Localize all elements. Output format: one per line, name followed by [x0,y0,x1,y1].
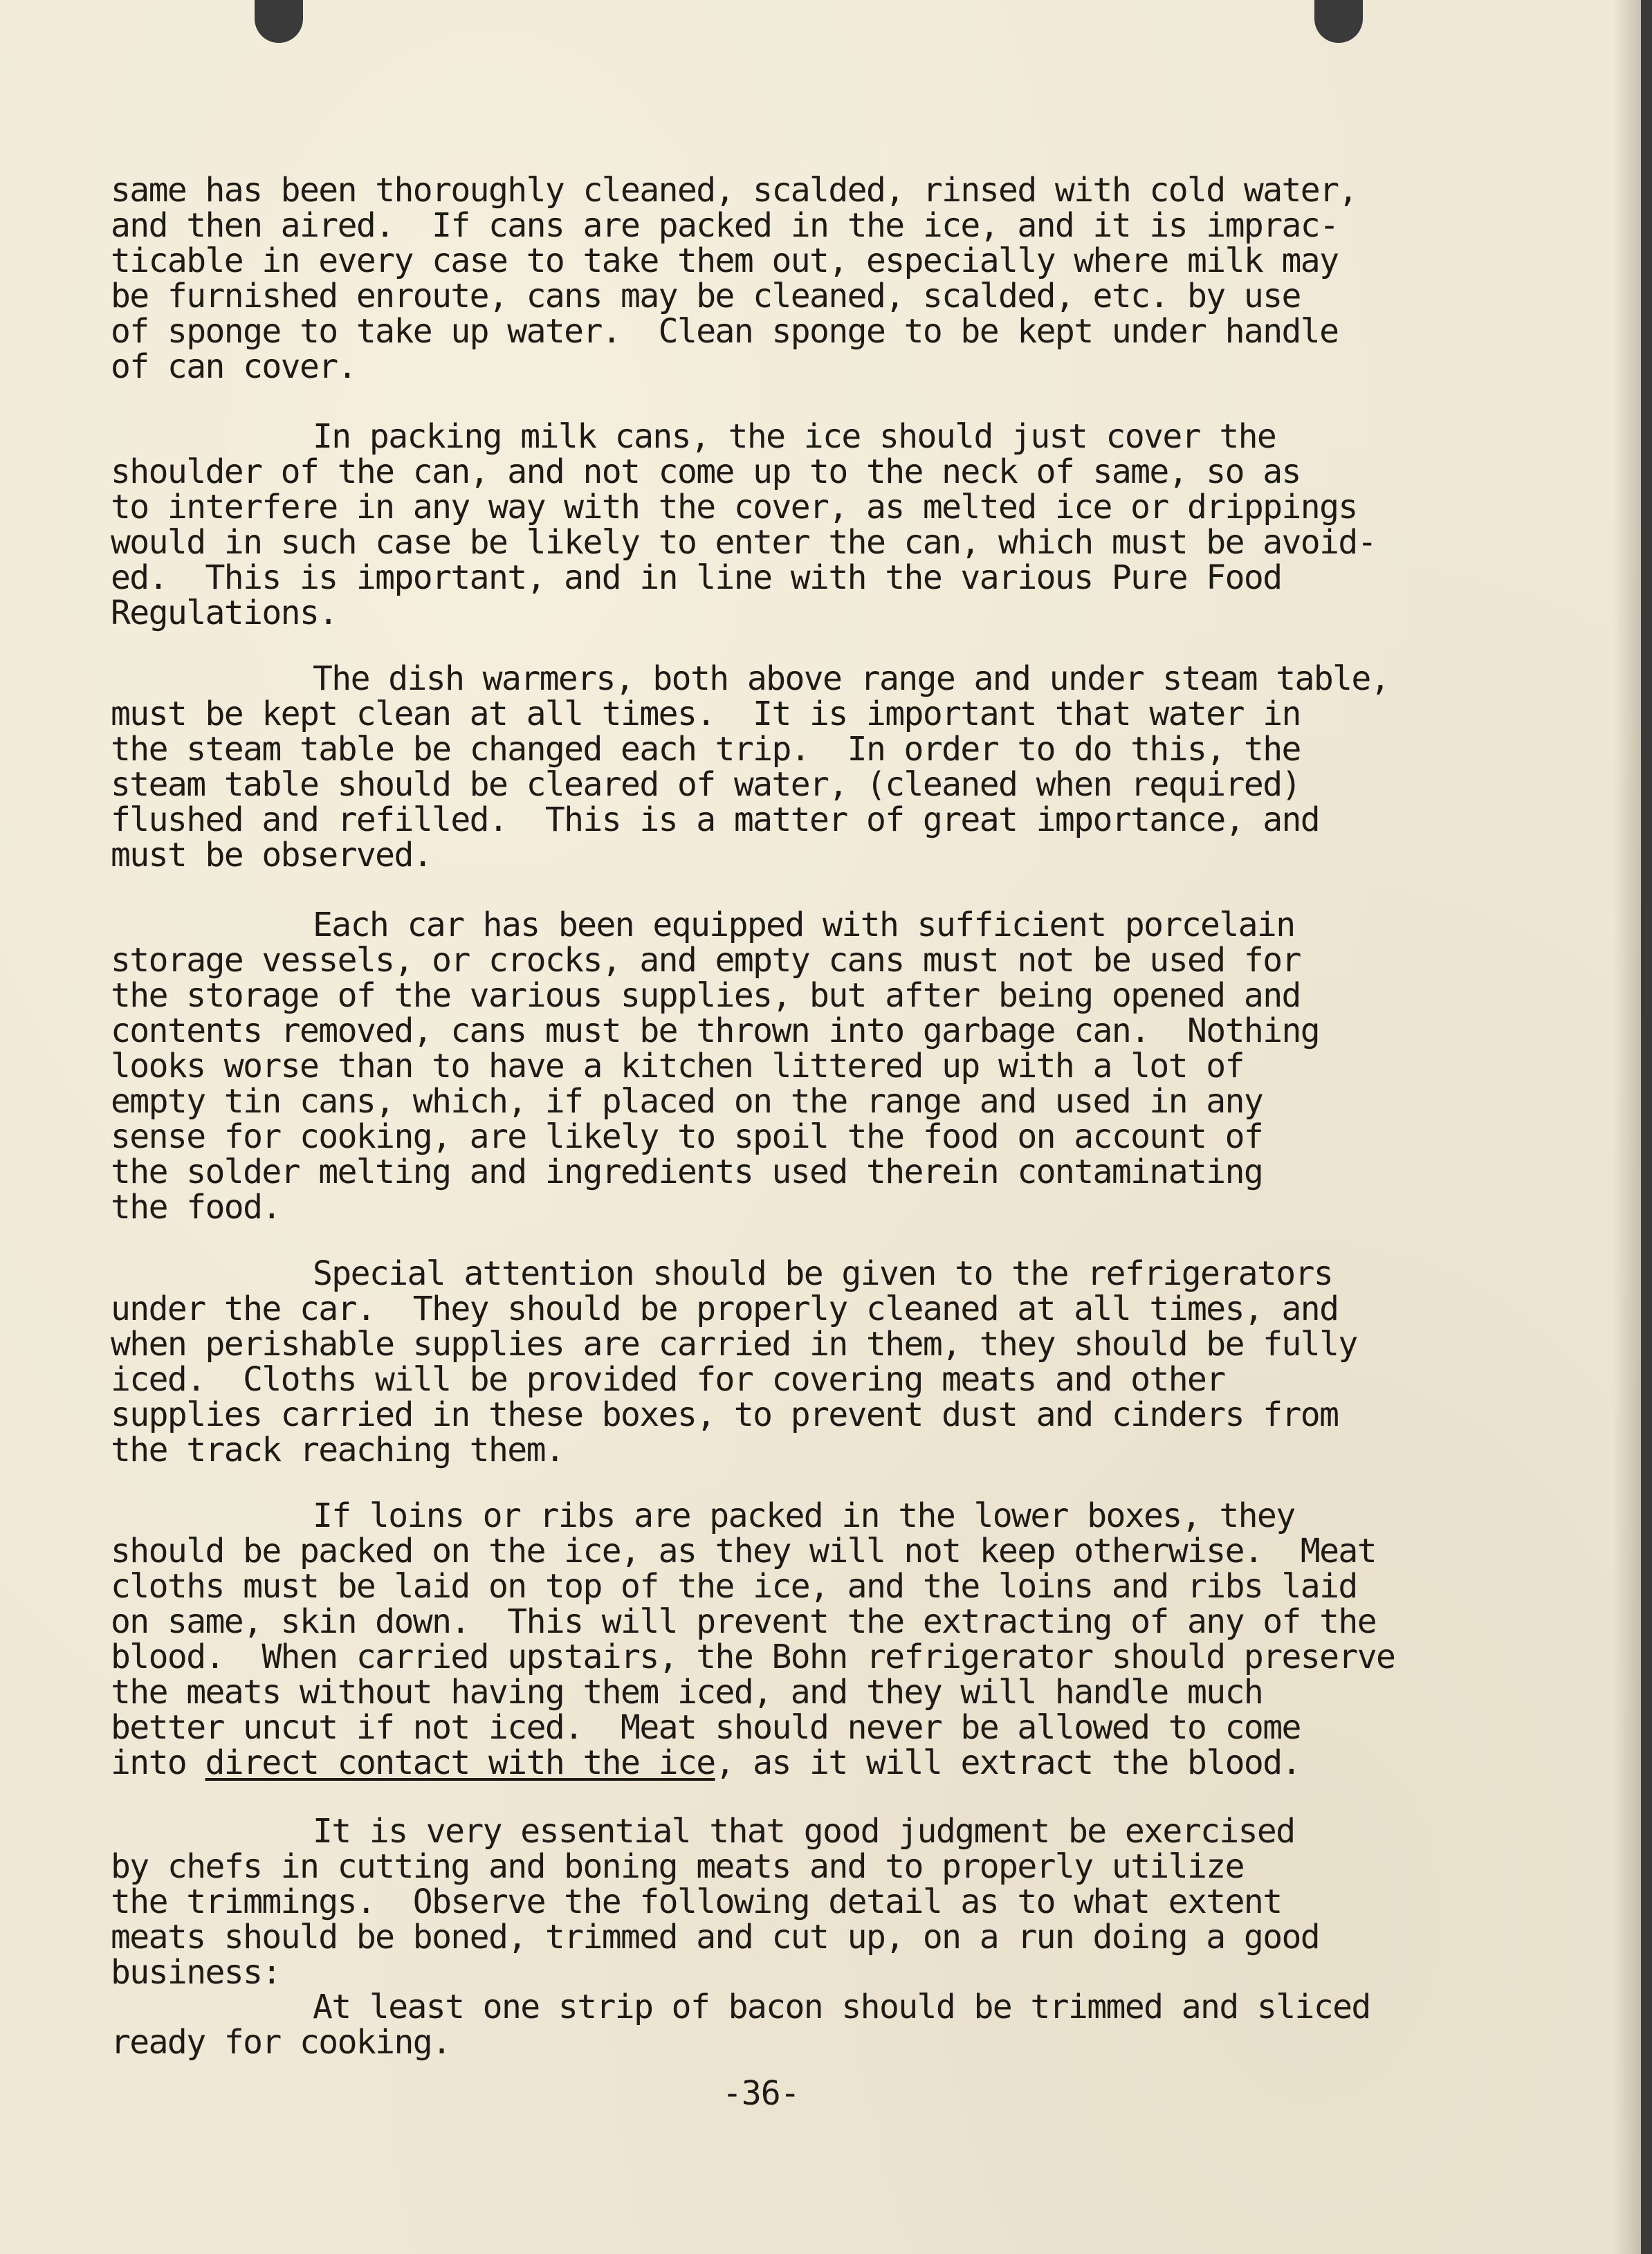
text-line: cloths must be laid on top of the ice, and the loins and ribs laid [111,1567,1357,1606]
text-line: steam table should be cleared of water, (cleaned when required) [111,765,1301,804]
text-line: In packing milk cans, the ice should just cover the [313,417,1276,456]
paragraph-cutting-and-boning [111,1814,1522,1990]
paragraph-milk-cans-cleaning [111,173,1522,385]
text-line: The dish warmers, both above range and under steam table, [313,659,1390,698]
text-line: should be packed on the ice, as they will not keep otherwise. Meat [111,1532,1376,1570]
paragraph-storage-vessels [111,908,1522,1225]
text-line: sense for cooking, are likely to spoil the food on account of [111,1117,1263,1156]
text-line: the solder melting and ingredients used therein contaminating [111,1153,1263,1191]
paragraph-loins-and-ribs [111,1496,1522,1782]
text-line: Regulations. [111,594,338,632]
text-line: It is very essential that good judgment be exercised [313,1812,1295,1851]
text-line: the food. [111,1188,281,1227]
text-line: empty tin cans, which, if placed on the range and used in any [111,1082,1263,1121]
text-line: would in such case be likely to enter the can, which must be avoid- [111,523,1376,562]
text-line: supplies carried in these boxes, to prevent dust and cinders from [111,1395,1339,1434]
text-line: the meats without having them iced, and they will handle much [111,1673,1263,1712]
text-line: the track reaching them. [111,1431,565,1469]
text-line: looks worse than to have a kitchen littered up with a lot of [111,1047,1244,1085]
text-line: must be kept clean at all times. It is important that water in [111,695,1301,733]
paragraph-bacon [111,1990,1522,2060]
text-line: flushed and refilled. This is a matter of great importance, and [111,800,1320,839]
text-line: must be observed. [111,836,432,874]
paragraph-dish-warmers [111,661,1522,873]
text-line: be furnished enroute, cans may be cleaned, scalded, etc. by use [111,277,1301,315]
text-segment: , as it will extract the blood. [715,1743,1301,1782]
text-line: storage vessels, or crocks, and empty cans must not be used for [111,941,1301,980]
page-number: -36- [722,2074,800,2113]
text-segment: into [111,1743,205,1782]
text-line: ready for cooking. [111,2023,451,2062]
text-line: to interfere in any way with the cover, as melted ice or drippings [111,488,1357,526]
text-line: the steam table be changed each trip. In order to do this, the [111,730,1301,769]
text-line: ed. This is important, and in line with the various Pure Food [111,558,1282,597]
text-line: same has been thoroughly cleaned, scalded, rinsed with cold water, [111,171,1357,210]
text-line: business: [111,1953,281,1992]
text-line: of can cover. [111,347,356,386]
text-line: If loins or ribs are packed in the lower boxes, they [313,1496,1295,1535]
text-line: iced. Cloths will be provided for covering meats and other [111,1360,1225,1399]
text-line: shoulder of the can, and not come up to the neck of same, so as [111,452,1301,491]
text-line: of sponge to take up water. Clean sponge to be kept under handle [111,312,1339,351]
text-line: meats should be boned, trimmed and cut up, on a run doing a good [111,1918,1320,1957]
text-line: contents removed, cans must be thrown into garbage can. Nothing [111,1011,1320,1050]
text-line: and then aired. If cans are packed in the ice, and it is imprac- [111,206,1339,245]
text-line: the storage of the various supplies, but after being opened and [111,976,1301,1015]
text-line-with-emphasis [111,1743,1522,1782]
text-line: on same, skin down. This will prevent the extracting of any of the [111,1602,1376,1641]
paragraph-refrigerators [111,1256,1522,1468]
underlined-emphasis: direct contact with the ice [205,1743,715,1782]
text-line: ticable in every case to take them out, especially where milk may [111,241,1339,280]
text-line: when perishable supplies are carried in them, they should be fully [111,1325,1357,1364]
text-line: the trimmings. Observe the following detail as to what extent [111,1882,1282,1921]
paragraph-packing-milk-cans [111,419,1522,631]
text-line: Special attention should be given to the refrigerators [313,1254,1333,1293]
text-line: better uncut if not iced. Meat should never be allowed to come [111,1708,1301,1747]
text-line: by chefs in cutting and boning meats and to properly utilize [111,1847,1244,1886]
text-line: blood. When carried upstairs, the Bohn refrigerator should preserve [111,1638,1395,1676]
text-line: Each car has been equipped with sufficient porcelain [313,906,1295,944]
text-line: At least one strip of bacon should be trimmed and sliced [313,1988,1370,2026]
text-line: under the car. They should be properly cleaned at all times, and [111,1290,1339,1328]
